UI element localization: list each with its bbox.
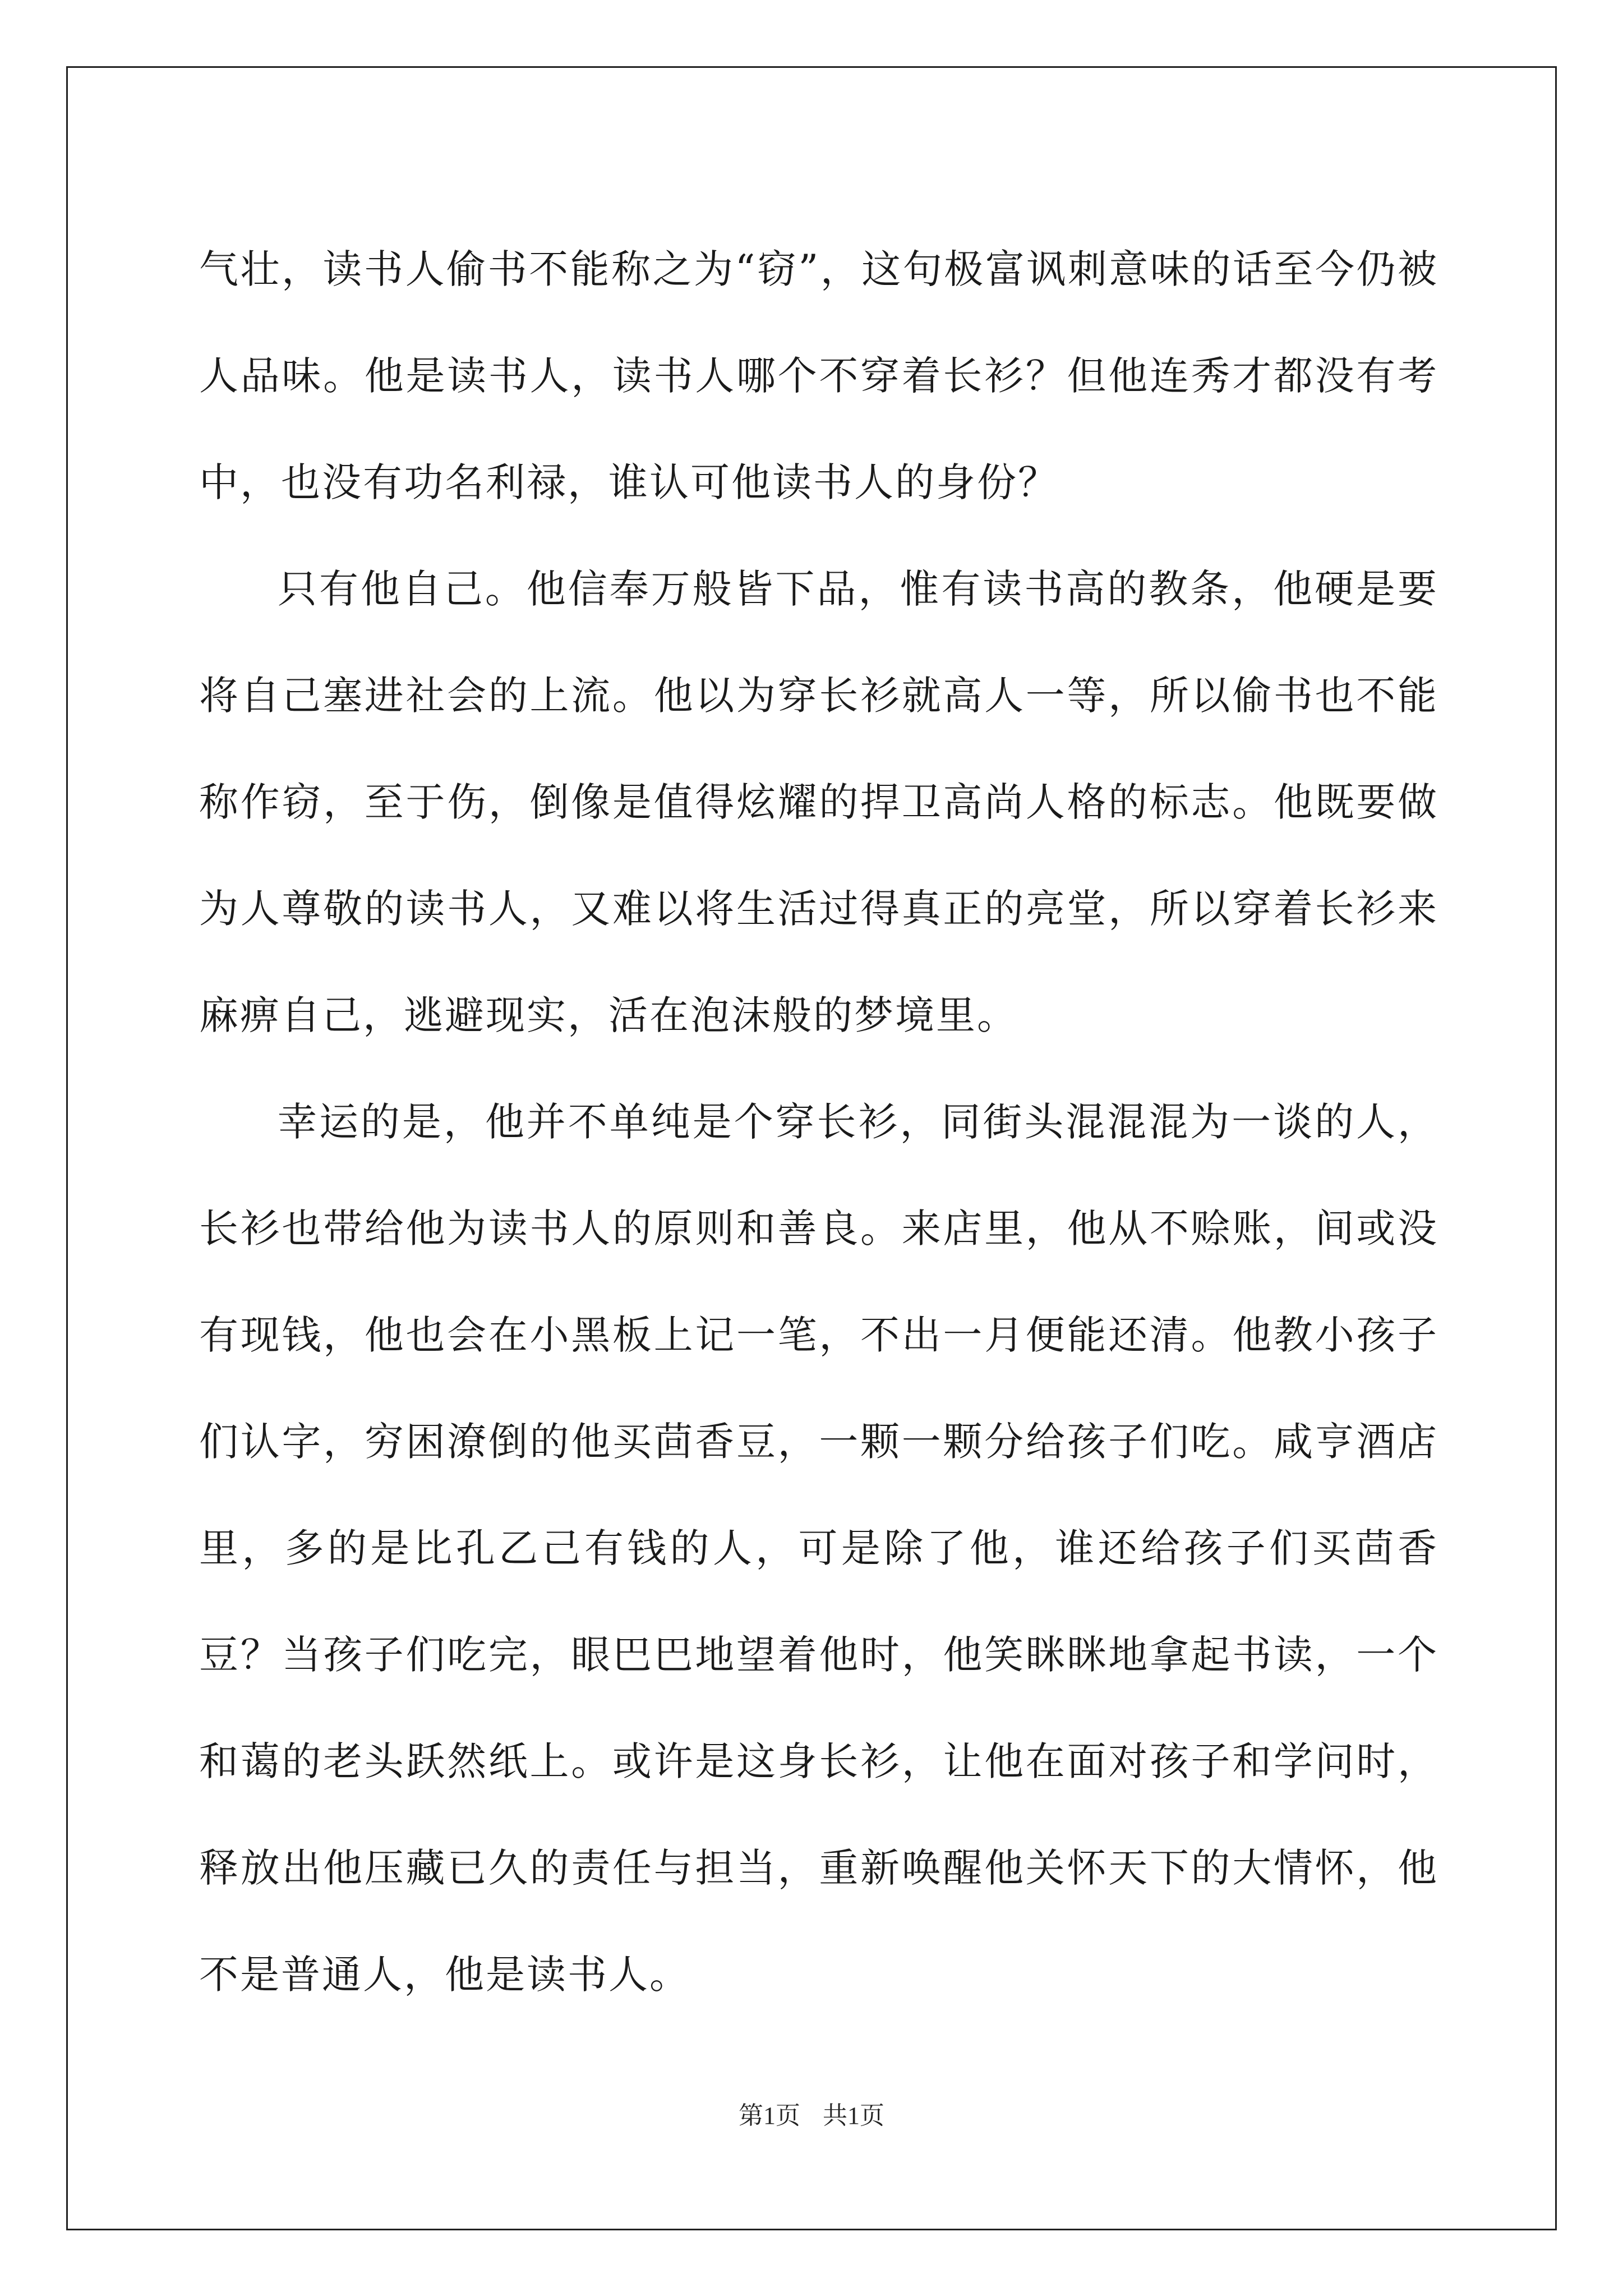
page-footer bbox=[0, 2095, 1623, 2131]
paragraph-1: 气壮，读书人偷书不能称之为“窃”，这句极富讽刺意味的话至今仍被人品味。他是读书人，读书人哪个不穿着长衫？但他连秀才都没有考中，也没有功名利禄，谁认可他读书人的身份？ bbox=[199, 246, 1438, 505]
page-number: 第1页 bbox=[739, 2102, 800, 2129]
page-total: 共1页 bbox=[823, 2102, 884, 2129]
document-body bbox=[199, 216, 1438, 2028]
paragraph-3: 幸运的是，他并不单纯是个穿长衫，同街头混混混为一谈的人，长衫也带给他为读书人的原则和善良。来店里，他从不赊账，间或没有现钱，他也会在小黑板上记一笔，不出一月便能还清。他教小孩子们认字，穷困潦倒的他买茴香豆，一颗一颗分给孩子们吃。咸亨酒店里，多的是比孔乙己有钱的人，可是除了他，谁还给孩子们买茴香豆？当孩子们吃完，眼巴巴地望着他时，他笑眯眯地拿起书读，一个和蔼的老头跃然纸上。或许是这身长衫，让他在面对孩子和学问时，释放出他压藏已久的责任与担当，重新唤醒他关怀天下的大情怀，他不是普通人，他是读书人。 bbox=[199, 1099, 1438, 1998]
paragraph-2: 只有他自己。他信奉万般皆下品，惟有读书高的教条，他硬是要将自己塞进社会的上流。他以为穿长衫就高人一等，所以偷书也不能称作窃，至于伤，倒像是值得炫耀的捍卫高尚人格的标志。他既要做为人尊敬的读书人，又难以将生活过得真正的亮堂，所以穿着长衫来麻痹自己，逃避现实，活在泡沫般的梦境里。 bbox=[199, 566, 1438, 1038]
